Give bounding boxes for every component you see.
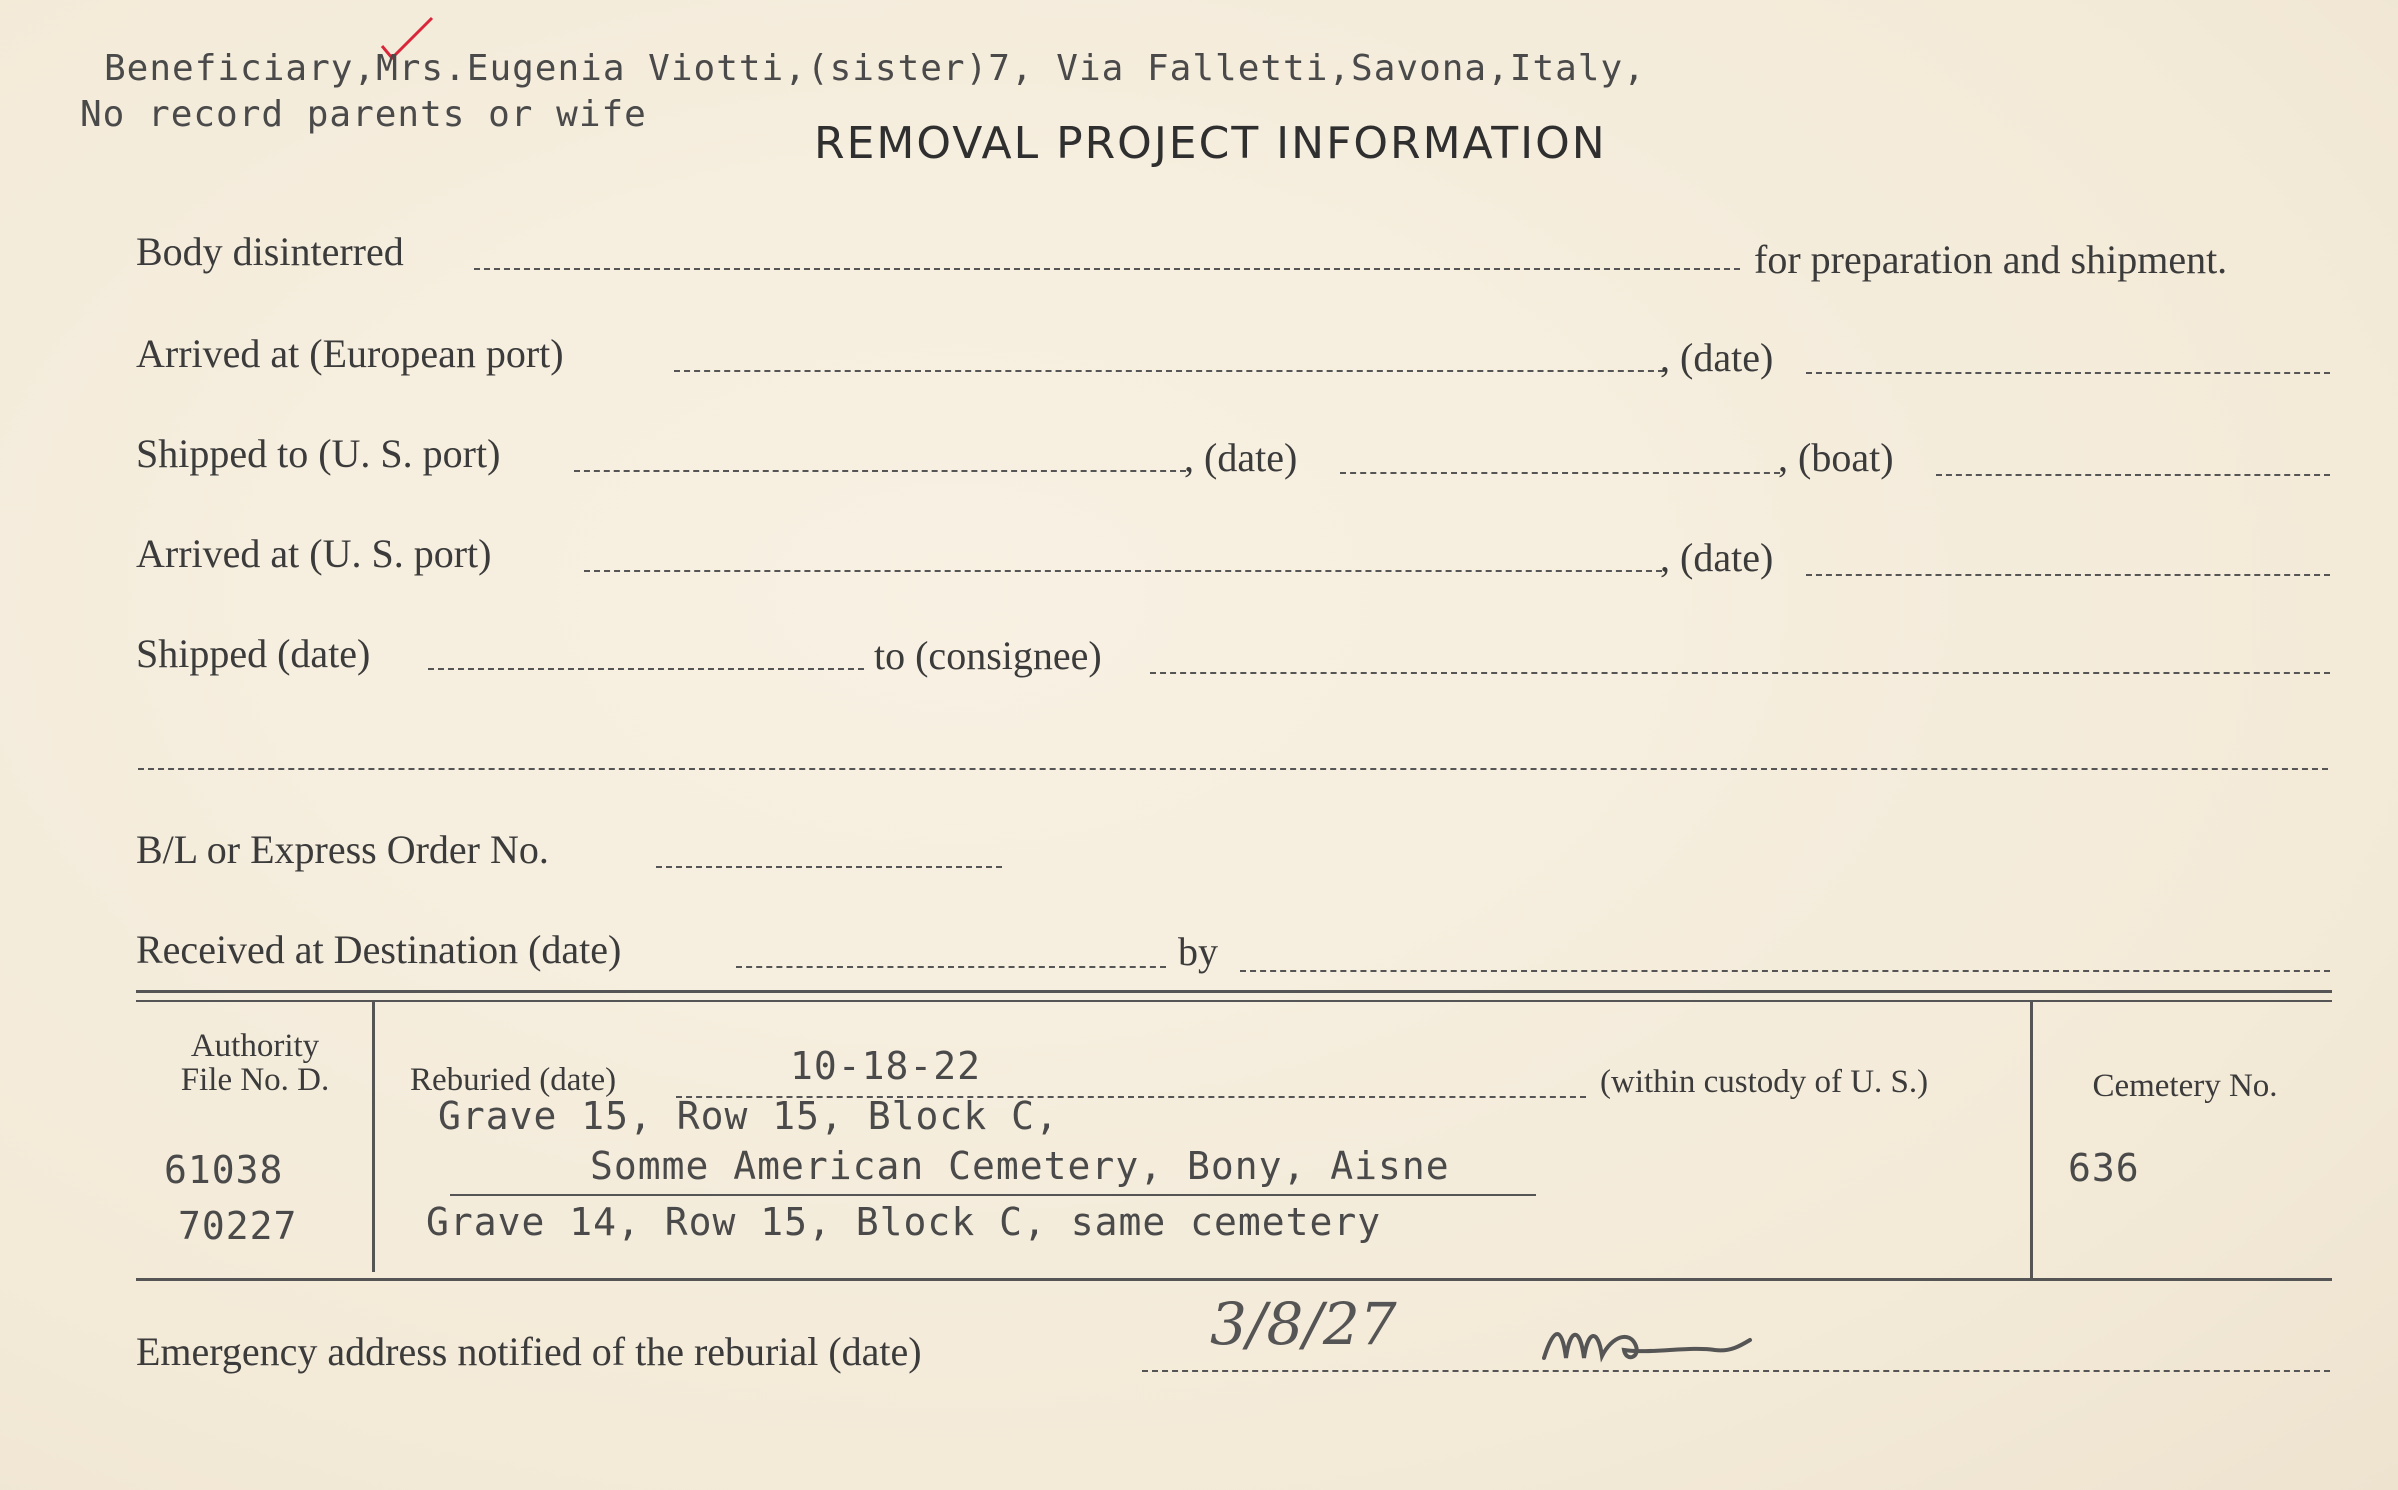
arrived-european-line — [674, 370, 1664, 372]
authority-label: Authority — [190, 1028, 320, 1064]
shipped-us-date-line — [1340, 472, 1780, 474]
arrived-european-date-line — [1806, 372, 2330, 374]
received-date-line — [736, 966, 1166, 968]
handwritten-date: 3/8/27 — [1210, 1290, 1397, 1358]
consignee-continuation-line — [138, 768, 2328, 770]
arrived-us-label: Arrived at (U. S. port) — [136, 531, 492, 576]
table-top-rule-inner — [136, 1000, 2332, 1002]
grave-line-3: Grave 14, Row 15, Block C, same cemetery — [426, 1200, 1382, 1244]
custody-label: (within custody of U. S.) — [1600, 1064, 1929, 1100]
shipped-us-label: Shipped to (U. S. port) — [136, 431, 501, 476]
cemetery-no: 636 — [2068, 1146, 2140, 1190]
arrived-us-date-line — [1806, 574, 2330, 576]
grave-line-1: Grave 15, Row 15, Block C, — [438, 1094, 1059, 1138]
arrived-us-line — [584, 570, 1662, 572]
card-title: REMOVAL PROJECT INFORMATION — [814, 118, 1607, 169]
consignee-line — [1150, 672, 2330, 674]
reburied-date: 10-18-22 — [790, 1044, 982, 1088]
bl-order-label: B/L or Express Order No. — [136, 827, 549, 872]
shipped-date-line — [428, 668, 864, 670]
file-no-label: File No. D. — [180, 1062, 330, 1098]
grave-line-2: Somme American Cemetery, Bony, Aisne — [590, 1144, 1450, 1188]
reburied-label: Reburied (date) — [410, 1062, 617, 1098]
arrived-european-date-label: , (date) — [1660, 335, 1774, 380]
emergency-label: Emergency address notified of the reburial (date) — [136, 1329, 922, 1374]
boat-label: , (boat) — [1778, 435, 1894, 480]
cemetery-no-label: Cemetery No. — [2092, 1068, 2278, 1104]
record-note-line: No record parents or wife — [80, 94, 647, 135]
bl-order-line — [656, 866, 1002, 868]
shipped-us-line — [574, 470, 1186, 472]
boat-line — [1936, 474, 2330, 476]
grave-underline — [450, 1194, 1536, 1196]
body-disinterred-line — [474, 268, 1740, 270]
beneficiary-line: Beneficiary,Mrs.Eugenia Viotti,(sister)7, Via Falletti,Savona,Italy, — [104, 48, 1646, 89]
file-no-1: 61038 — [164, 1148, 284, 1192]
arrived-us-date-label: , (date) — [1660, 535, 1774, 580]
file-no-2: 70227 — [178, 1204, 298, 1248]
received-destination-label: Received at Destination (date) — [136, 927, 622, 972]
by-line — [1240, 970, 2330, 972]
body-disinterred-label: Body disinterred — [136, 229, 404, 274]
table-top-rule — [136, 990, 2332, 993]
arrived-european-label: Arrived at (European port) — [136, 331, 564, 376]
shipped-date-label: Shipped (date) — [136, 631, 371, 676]
table-bottom-rule — [136, 1278, 2332, 1281]
table-divider-right — [2030, 1002, 2033, 1280]
by-label: by — [1178, 929, 1218, 974]
table-divider-left — [372, 1002, 375, 1272]
for-preparation-label: for preparation and shipment. — [1754, 237, 2228, 282]
handwritten-initials — [1540, 1306, 1760, 1376]
to-consignee-label: to (consignee) — [874, 633, 1102, 678]
shipped-us-date-label: , (date) — [1184, 435, 1298, 480]
